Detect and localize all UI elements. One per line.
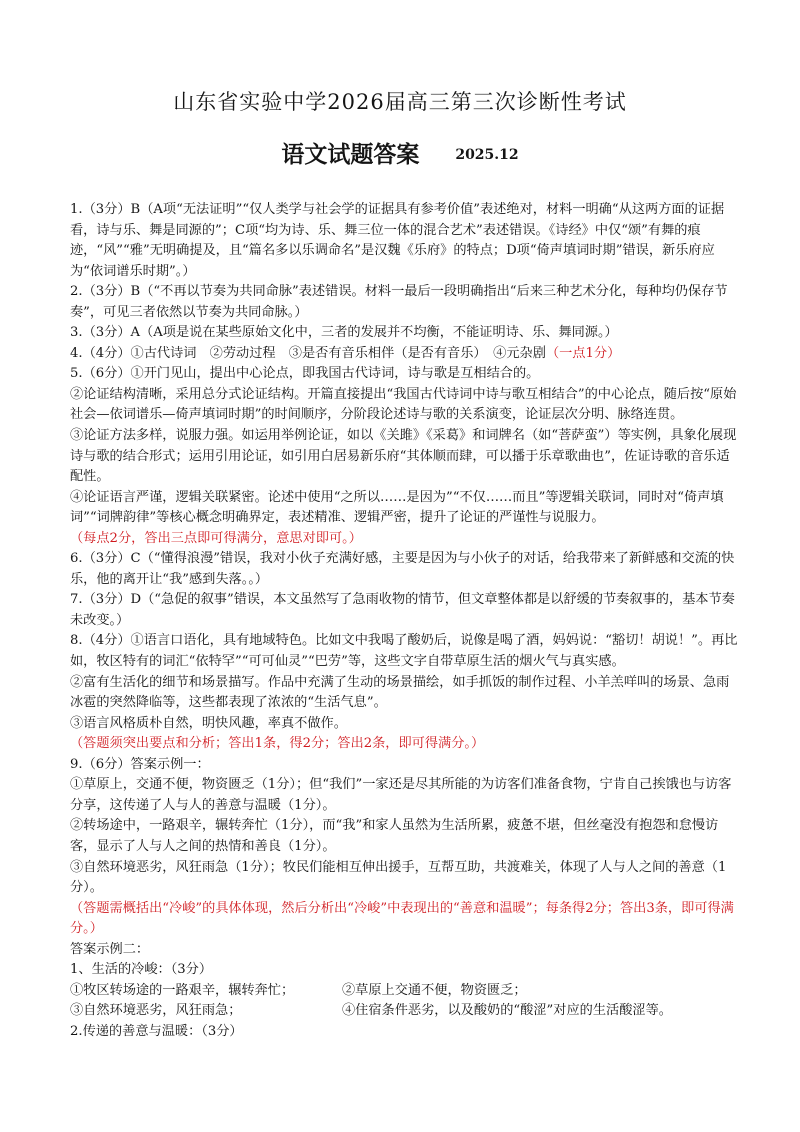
school-exam-title: 山东省实验中学2026届高三第三次诊断性考试 (173, 90, 627, 114)
answer-q8-point-1: 8.（4分）①语言口语化，具有地域特色。比如文中我喝了酸奶后，说像是喝了酒，妈妈说：“豁切！胡说！”。再比如，牧区特有的词汇“依特罕”“可可仙灵”“巴劳”等，这些文字自带草原生活的烟火气与真实感。 (70, 633, 738, 670)
answer-q9-example-2-item-1: ①牧区转场途的一路艰辛，辗转奔忙； (70, 982, 295, 998)
answer-q9-point-2: ②转场途中，一路艰辛，辗转奔忙（1分），而“我”和家人虽然为生活所累，疲惫不堪，但丝毫没有抱怨和怠慢访客，显示了人与人之间的热情和善良（1分）。 (70, 818, 719, 854)
answer-q4-text: 4.（4分）①古代诗词 ②劳动过程 ③是否有音乐相伴（是否有音乐） ④元杂剧 (70, 345, 546, 361)
answer-q9-point-1: ①草原上，交通不便，物资匮乏（1分）；但“我们”一家还是尽其所能的为访客们准备食物，宁肯自己挨饿也与访客分享，这传递了人与人的善意与温暖（1分）。 (70, 777, 732, 813)
answer-q9-example-2-section-2: 2.传递的善意与温暖：（3分） (70, 1023, 243, 1039)
subject-title: 语文试题答案 (281, 141, 420, 168)
answer-key-title (0, 136, 800, 169)
answer-q4 (70, 344, 740, 365)
answer-q9-example-2-item-4: ④住宿条件恶劣，以及酸奶的“酸涩”对应的生活酸涩等。 (342, 1003, 672, 1019)
answer-q9-example-2-row-1 (70, 981, 740, 1002)
answer-q5-point-3: ③论证方法多样，说服力强。如运用举例论证，如以《关雎》《采葛》和词牌名（如“菩萨蛮”）等实例，具象化展现诗与歌的结合形式；运用引用论证，如引用白居易新乐府“其体顺而肆，可以播于乐章歌曲也”，佐证诗歌的音乐适配性。 (70, 428, 737, 485)
answer-q8-point-3: ③语言风格质朴自然，明快风趣，率真不做作。 (70, 715, 347, 731)
answer-content (70, 200, 740, 1042)
answer-q9-example-2-heading: 答案示例二： (70, 941, 150, 957)
answer-q6: 6.（3分）C（“懂得浪漫”错误，我对小伙子充满好感，主要是因为与小伙子的对话，给我带来了新鲜感和交流的快乐，他的离开让“我”感到失落。。） (70, 551, 735, 587)
answer-q1: 1.（3分）B（A项“无法证明”“仅人类学与社会学的证据具有参考价值”表述绝对，材料一明确“从这两方面的证据看，诗与乐、舞是同源的”；C项“均为诗、乐、舞三位一体的混合艺术”表述错误。《诗经》中仅“颂”有舞的痕迹，“风”“雅”无明确提及，且“篇名多以乐调命名”是汉魏《乐府》的特点；D项“倚声填词时期”错误，新乐府应为“依词谱乐时期”。） (70, 202, 725, 279)
answer-q8-point-2: ②富有生活化的细节和场景描写。作品中充满了生动的场景描绘，如手抓饭的制作过程、小羊羔咩叫的场景、急雨冰雹的突然降临等，这些都表现了浓浓的“生活气息”。 (70, 674, 730, 711)
answer-q5-point-2: ②论证结构清晰，采用总分式论证结构。开篇直接提出“我国古代诗词中诗与歌互相结合”的中心论点，随后按“原始社会—依词谱乐—倚声填词时期”的时间顺序，分阶段论述诗与歌的关系演变，论证层次分明、脉络连贯。 (70, 386, 737, 423)
answer-q9-example-2-item-3: ③自然环境恶劣，风狂雨急； (70, 1003, 242, 1019)
answer-q3: 3.（3分）A（A项是说在某些原始文化中，三者的发展并不均衡，不能证明诗、乐、舞同源。） (70, 325, 618, 341)
answer-q8-scoring-note: （答题须突出要点和分析；答出1条，得2分；答出2条，即可得满分。） (70, 736, 485, 752)
exam-date: 2025.12 (455, 147, 519, 163)
answer-q9-heading: 9.（6分）答案示例一： (70, 756, 210, 772)
answer-q5-point-4: ④论证语言严谨，逻辑关联紧密。论述中使用“之所以……是因为”“不仅……而且”等逻辑关联词，同时对“倚声填词”“词牌韵律”等核心概念明确界定，表述精准、逻辑严密，提升了论证的严谨性与说服力。 (70, 489, 724, 526)
answer-q9-scoring-note: （答题需概括出“冷峻”的具体体现，然后分析出“冷峻”中表现出的“善意和温暖”；每条得2分；答出3条，即可得满分。） (70, 900, 734, 937)
answer-q9-example-2-item-2: ②草原上交通不便，物资匮乏； (342, 982, 527, 998)
answer-q9-example-2-section-1: 1、生活的冷峻：（3分） (70, 962, 213, 978)
answer-q5-scoring-note: （每点2分，答出三点即可得满分，意思对即可。） (70, 530, 362, 546)
answer-q4-scoring-note: （一点1分） (545, 345, 621, 361)
answer-q2: 2.（3分）B（“不再以节奏为共同命脉”表述错误。材料一最后一段明确指出“后来三种艺术分化，每种均仍保存节奏”，可见三者依然以节奏为共同命脉。） (70, 284, 728, 320)
answer-q5-point-1: 5.（6分）①开门见山，提出中心论点，即我国古代诗词，诗与歌是互相结合的。 (70, 366, 540, 382)
answer-q7: 7.（3分）D（“急促的叙事”错误，本文虽然写了急雨收物的情节，但文章整体都是以舒缓的节奏叙事的，基本节奏未改变。） (70, 592, 735, 628)
answer-q9-point-3: ③自然环境恶劣，风狂雨急（1分）；牧民们能相互伸出援手，互帮互助，共渡难关，体现了人与人之间的善意（1分）。 (70, 859, 727, 896)
answer-q9-example-2-row-2 (70, 1001, 740, 1022)
